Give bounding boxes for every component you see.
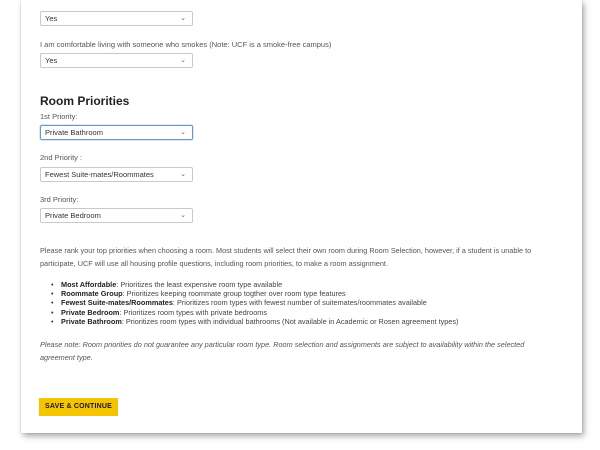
save-and-continue-button[interactable]: SAVE & CONTINUE: [39, 398, 118, 416]
second-priority-label: 2nd Priority :: [40, 153, 83, 162]
definition-desc: : Prioritizes room types with private bedrooms: [119, 307, 268, 317]
definition-term: Private Bathroom: [61, 316, 122, 326]
chevron-down-icon: ⌄: [180, 171, 186, 178]
room-priorities-heading: Room Priorities: [40, 94, 130, 108]
definition-term: Private Bedroom: [61, 307, 120, 317]
list-item: [58, 317, 458, 326]
second-priority-select[interactable]: [40, 167, 193, 182]
housing-form-card: [21, 0, 582, 433]
second-priority-value: Fewest Suite-mates/Roommates: [45, 170, 154, 179]
definition-desc: : Prioritizes the least expensive room type available: [116, 280, 283, 289]
priority-definitions-list: [58, 280, 458, 326]
definition-term: Fewest Suite-mates/Roommates: [61, 298, 173, 308]
definition-desc: : Prioritizes room types with individual bathrooms (Not available in Academic or Rosen agreement types): [121, 316, 459, 326]
smoker-select[interactable]: [40, 53, 193, 68]
definition-desc: : Prioritizes room types with fewest number of suitemates/roommates available: [172, 298, 427, 308]
chevron-down-icon: ⌄: [180, 15, 186, 22]
priorities-instructions: Please rank your top priorities when choosing a room. Most students will select their own room during Room Selection, however, if a student is unable to participate, UCF will use all housing profile questions, including room priorities, to make a room assignment.: [40, 246, 532, 268]
list-item: [58, 308, 458, 317]
chevron-down-icon: ⌄: [180, 212, 186, 219]
third-priority-select[interactable]: [40, 208, 193, 223]
smoker-select-value: Yes: [45, 56, 58, 65]
third-priority-label: 3rd Priority:: [40, 195, 79, 204]
priorities-disclaimer-note: Please note: Room priorities do not guarantee any particular room type. Room selection and assignments are subject to availability within the selected agreement type.: [40, 340, 525, 362]
first-priority-select[interactable]: [40, 125, 193, 140]
smoker-question-label: I am comfortable living with someone who smokes (Note: UCF is a smoke-free campus): [40, 40, 332, 49]
definition-term: Roommate Group: [61, 289, 123, 299]
previous-question-select-value: Yes: [45, 14, 58, 23]
definition-term: Most Affordable: [61, 280, 117, 289]
list-item: [58, 298, 458, 307]
chevron-down-icon: ⌄: [180, 129, 186, 136]
chevron-down-icon: ⌄: [180, 57, 186, 64]
previous-question-select[interactable]: [40, 11, 193, 26]
first-priority-label: 1st Priority:: [40, 112, 78, 121]
definition-desc: : Prioritizes keeping roommate group togther over room type features: [122, 289, 346, 299]
first-priority-value: Private Bathroom: [45, 128, 103, 137]
list-item: [58, 289, 458, 298]
list-item: [58, 280, 458, 289]
third-priority-value: Private Bedroom: [45, 211, 101, 220]
